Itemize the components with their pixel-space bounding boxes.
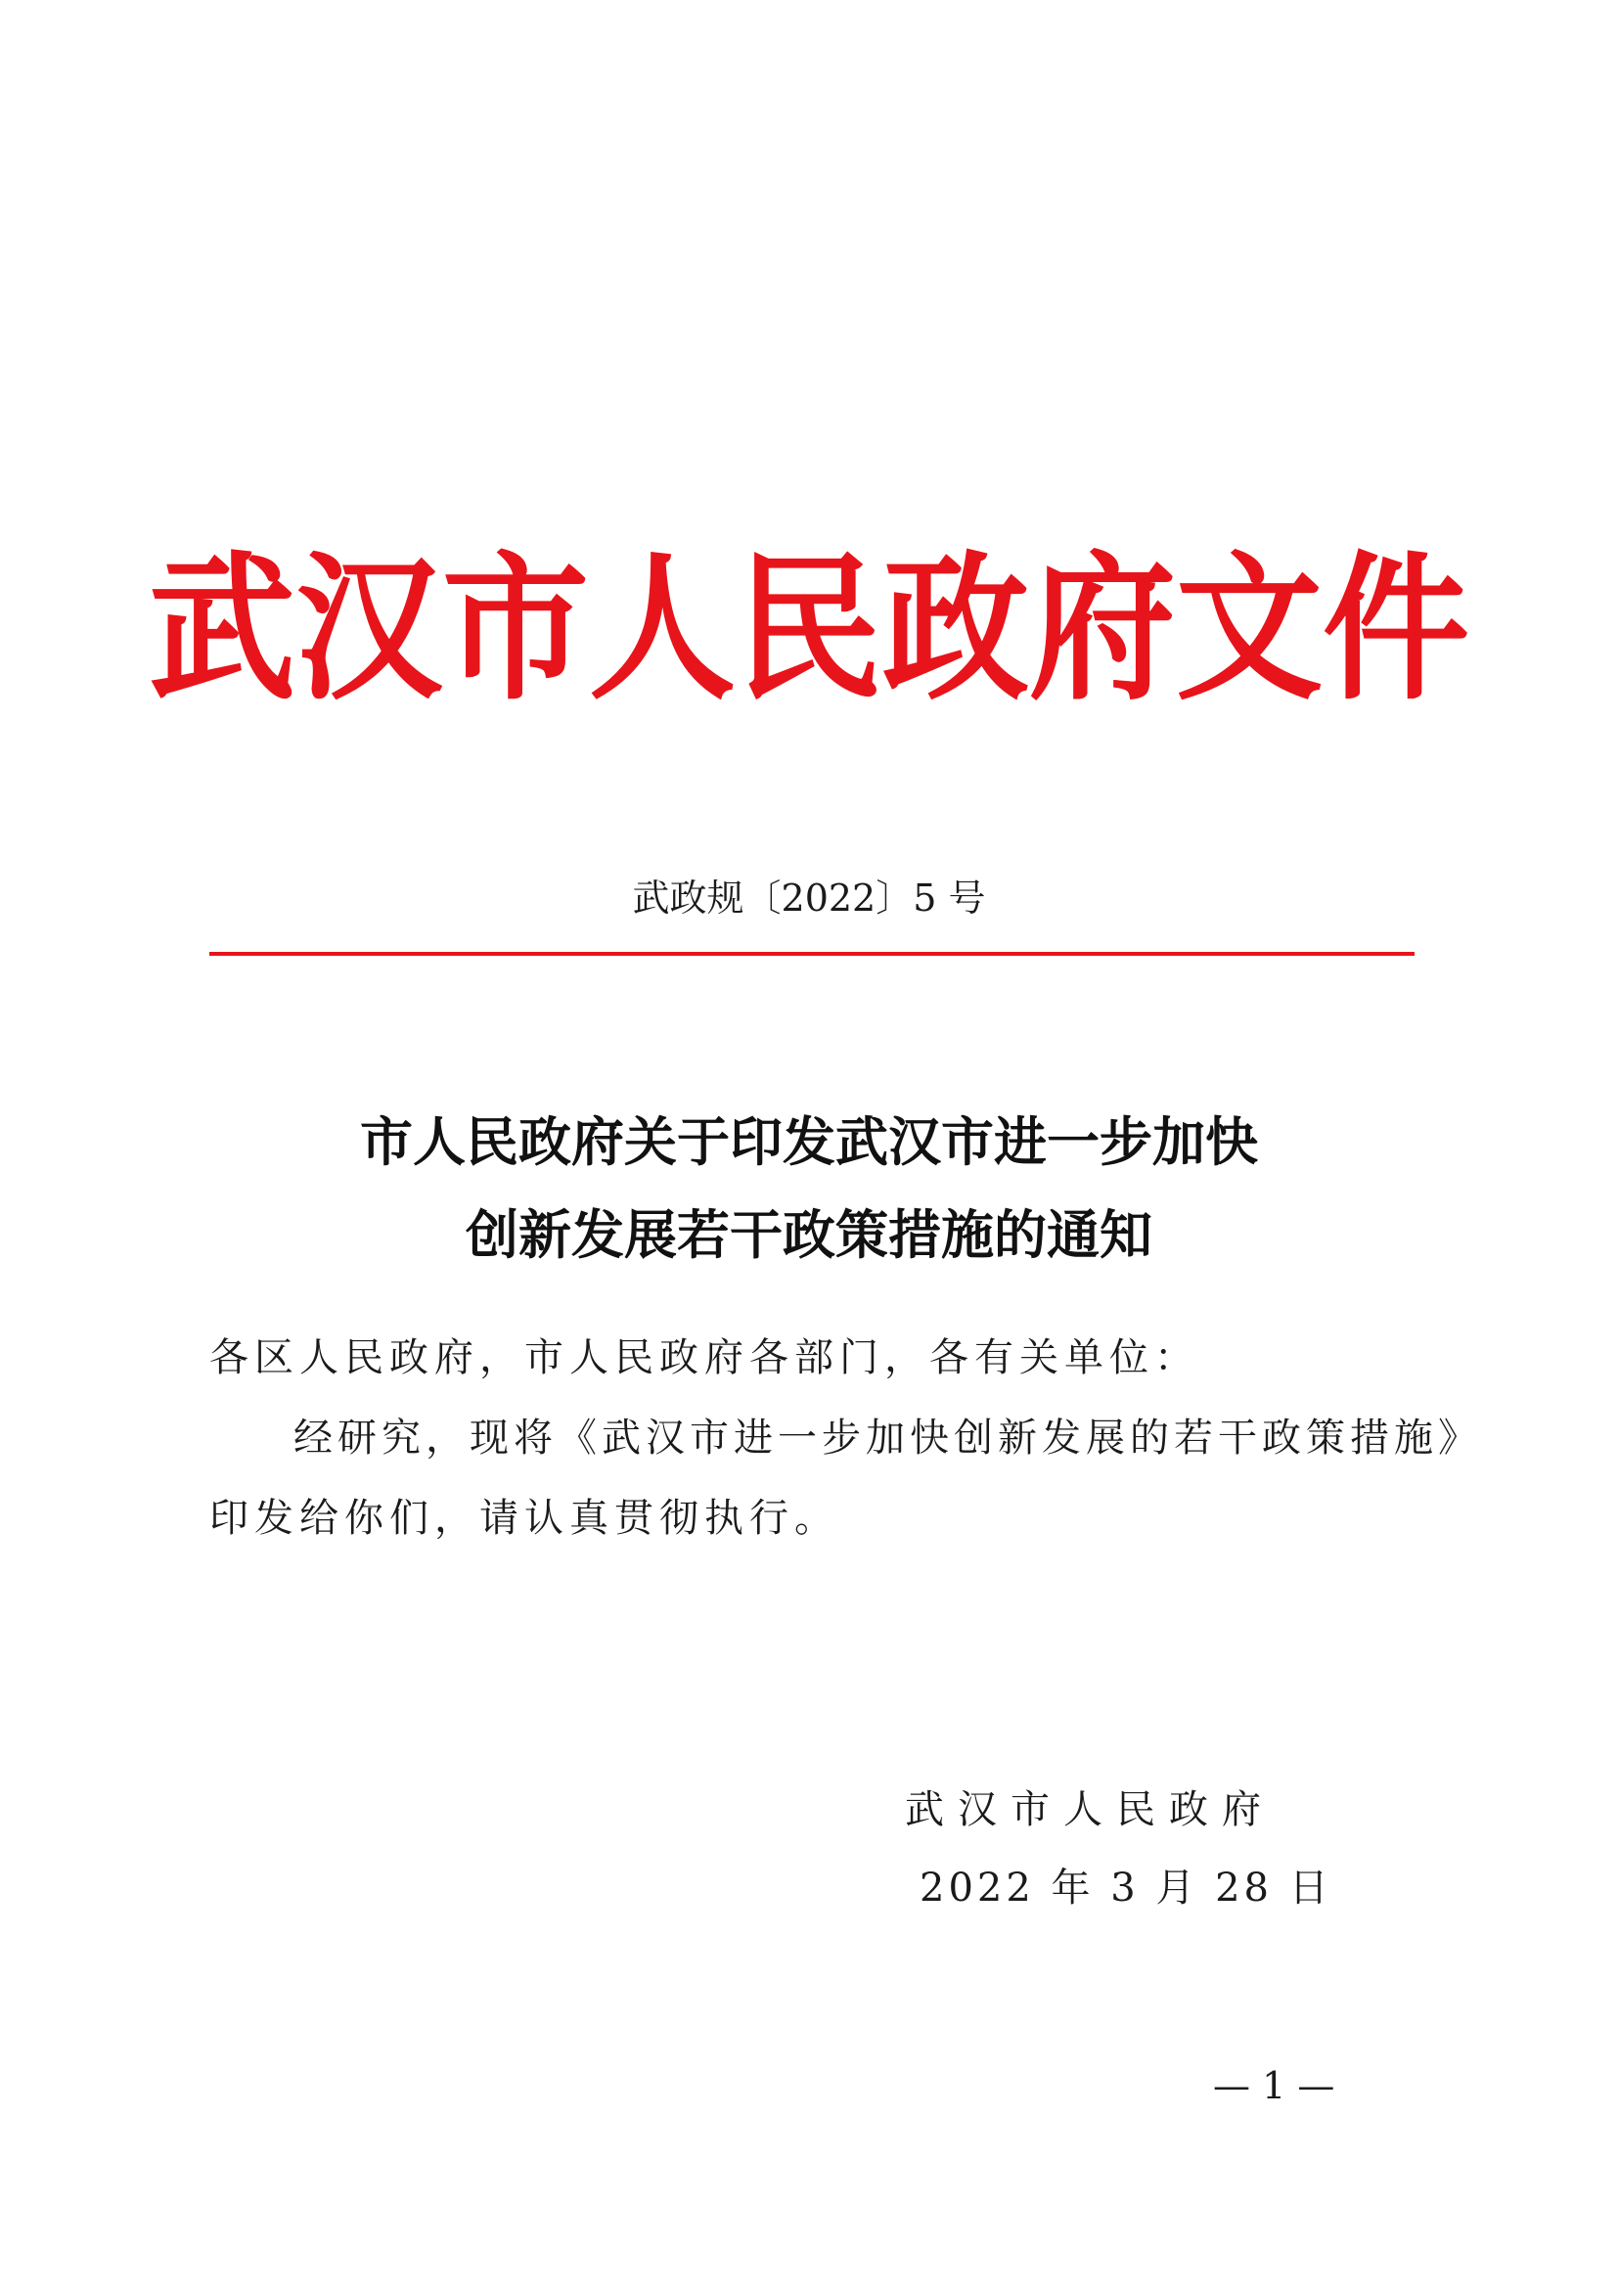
issuer-signature: 武汉市人民政府 <box>905 1787 1275 1832</box>
document-title-line-2: 创新发展若干政策措施的通知 <box>466 1203 1152 1266</box>
red-divider-line <box>209 952 1415 956</box>
document-title-line-1: 市人民政府关于印发武汉市进一步加快 <box>360 1110 1258 1173</box>
issue-date: 2022 年 3 月 28 日 <box>920 1866 1332 1911</box>
document-masthead: 武汉市人民政府文件 <box>148 535 1469 723</box>
body-paragraph-line-1: 经研究，现将《武汉市进一步加快创新发展的若干政策措施》 <box>293 1416 1482 1461</box>
document-number: 武政规〔2022〕5 号 <box>632 877 986 920</box>
page-number: — 1 — <box>1213 2064 1335 2107</box>
salutation: 各区人民政府，市人民政府各部门，各有关单位： <box>209 1335 1199 1380</box>
body-paragraph-line-2: 印发给你们，请认真贯彻执行。 <box>209 1496 839 1541</box>
